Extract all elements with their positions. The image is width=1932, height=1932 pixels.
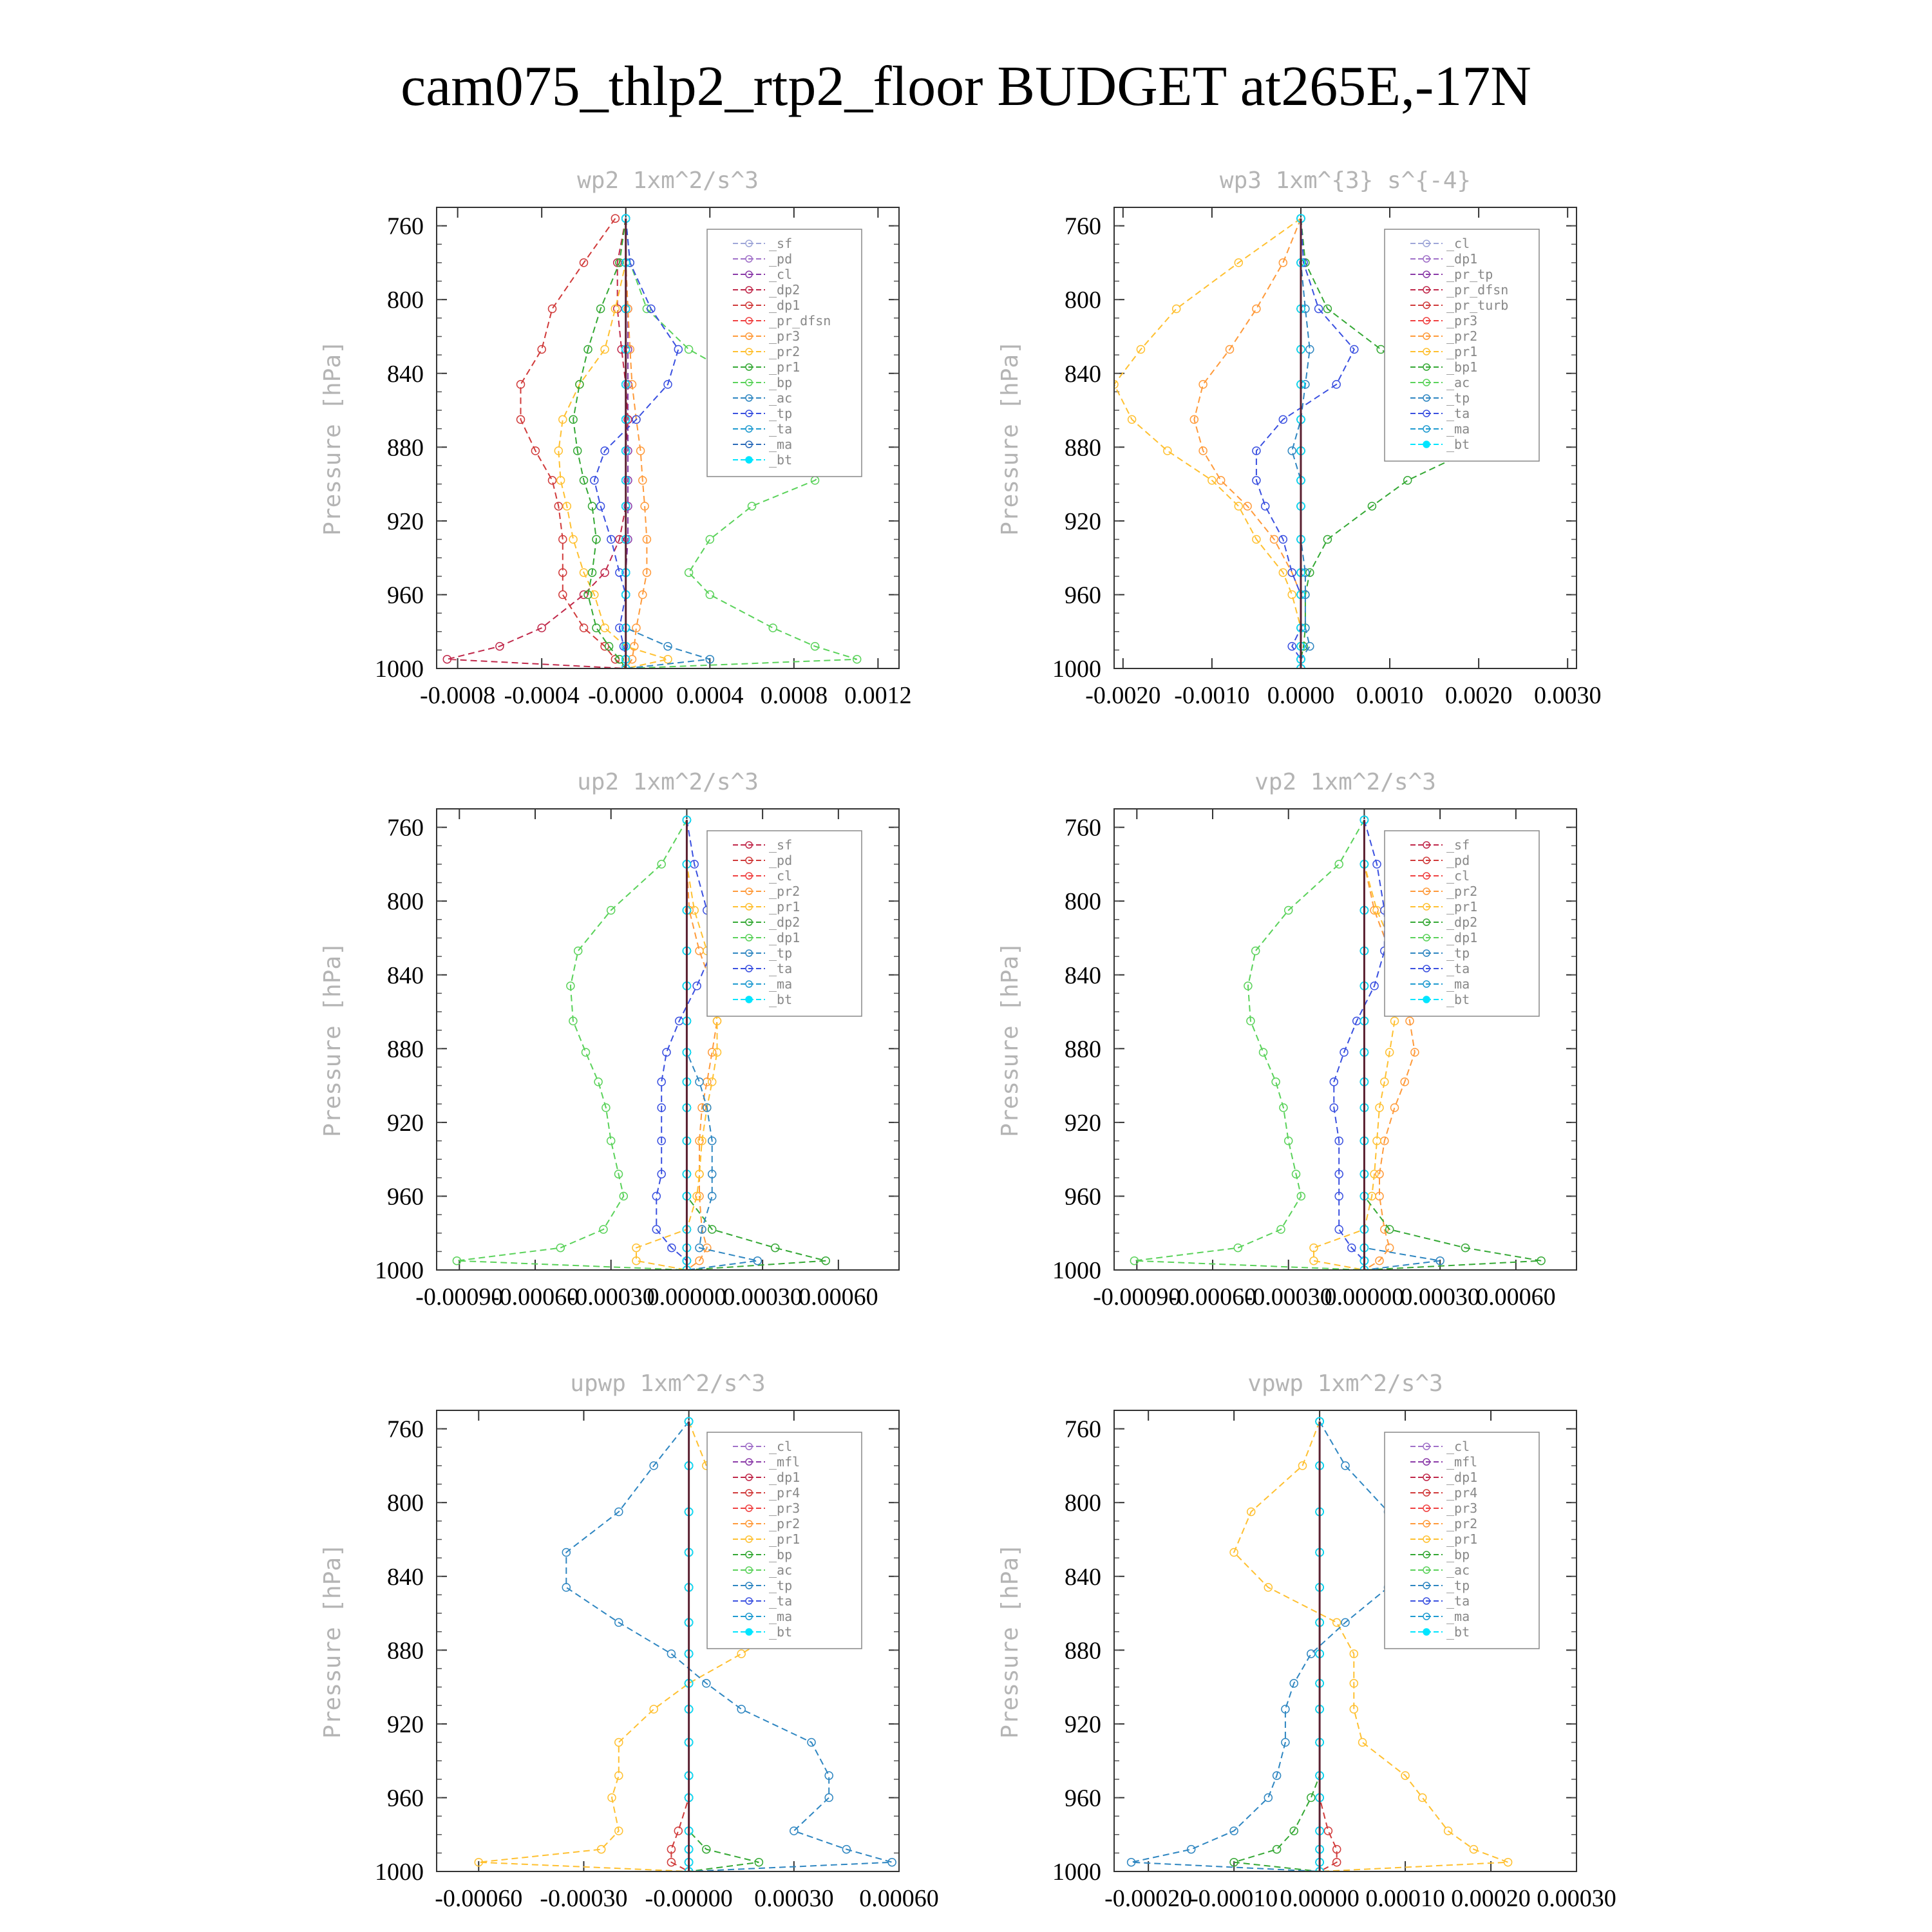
x-tick-label: -0.00090: [415, 1283, 504, 1311]
legend: [1385, 831, 1539, 1016]
x-tick-label: 0.00030: [723, 1283, 802, 1311]
y-tick-label: 840: [1065, 1563, 1101, 1591]
x-tick-label: 0.0008: [760, 682, 828, 709]
data-point: [737, 1705, 745, 1713]
x-tick-label: -0.0010: [1174, 682, 1250, 709]
legend-marker: [746, 996, 752, 1003]
data-point: [1199, 381, 1207, 388]
legend-label: _pd: [769, 251, 793, 267]
x-tick-label: 0.00010: [1365, 1885, 1445, 1912]
x-tick-label: 0.00000: [647, 1283, 727, 1311]
data-point: [888, 1859, 896, 1866]
legend-marker: [1423, 996, 1430, 1003]
legend-label: _tp: [769, 945, 793, 961]
data-point: [517, 381, 525, 388]
x-tick-label: -0.00030: [540, 1885, 628, 1912]
y-tick-label: 800: [1065, 1490, 1101, 1517]
y-tick-label: 800: [1065, 888, 1101, 916]
data-point: [582, 1048, 590, 1056]
y-tick-label: 880: [387, 1637, 424, 1665]
legend-label: _cl: [1446, 236, 1470, 251]
legend-label: _bt: [1446, 1624, 1470, 1640]
panel-title: upwp 1xm^2/s^3: [570, 1370, 766, 1397]
data-point: [1335, 860, 1343, 868]
data-point: [1307, 1650, 1315, 1658]
legend-label: _pr_tp: [1446, 267, 1493, 282]
panel-title: wp3 1xm^{3} s^{-4}: [1219, 167, 1472, 194]
legend-label: _cl: [1446, 1439, 1470, 1454]
legend-label: _ac: [1446, 1562, 1470, 1578]
series-line-ta: [656, 820, 712, 1270]
y-tick-label: 760: [1065, 814, 1101, 842]
legend-label: _tp: [1446, 945, 1470, 961]
y-axis-label: Pressure [hPa]: [997, 340, 1023, 536]
y-tick-label: 760: [1065, 213, 1101, 240]
legend-label: _mfl: [769, 1454, 800, 1470]
legend-label: _dp1: [1446, 1470, 1478, 1485]
data-point: [706, 591, 714, 598]
data-point: [1419, 1794, 1426, 1801]
y-axis-label: Pressure [hPa]: [319, 942, 346, 1137]
legend-label: _pr4: [769, 1485, 800, 1501]
data-point: [1324, 1827, 1332, 1835]
legend-label: _cl: [769, 868, 793, 884]
data-point: [674, 346, 682, 354]
panels: [319, 167, 1616, 1912]
x-tick-label: -0.00030: [1244, 1283, 1332, 1311]
legend-label: _sf: [1446, 837, 1470, 853]
data-point: [685, 569, 693, 576]
legend-label: _dp1: [769, 1470, 800, 1485]
x-tick-label: -0.00060: [435, 1885, 523, 1912]
data-point: [1288, 447, 1296, 455]
data-point: [696, 1078, 703, 1086]
x-tick-label: 0.00030: [1537, 1885, 1616, 1912]
legend-label: _pr2: [1446, 328, 1478, 344]
x-tick-label: 0.00030: [1400, 1283, 1480, 1311]
legend-label: _pr1: [769, 1531, 800, 1547]
x-tick-label: -0.0008: [420, 682, 496, 709]
y-tick-label: 760: [387, 814, 424, 842]
legend-label: _pr3: [1446, 1501, 1478, 1516]
legend-label: _pr_turb: [1446, 298, 1509, 313]
legend-label: _dp2: [769, 282, 800, 298]
series-line-dp1: [521, 218, 626, 668]
legend-label: _ta: [1446, 406, 1470, 421]
y-tick-label: 760: [1065, 1416, 1101, 1443]
chart-panel-1: [319, 167, 912, 709]
data-point: [650, 1705, 658, 1713]
panel-title: up2 1xm^2/s^3: [577, 769, 759, 795]
x-tick-label: -0.00060: [491, 1283, 580, 1311]
data-point: [1504, 1859, 1512, 1866]
y-tick-label: 800: [1065, 287, 1101, 314]
y-axis-label: Pressure [hPa]: [319, 340, 346, 536]
data-point: [1391, 1104, 1399, 1112]
series-line-tp: [1132, 1421, 1423, 1871]
y-axis-label: Pressure [hPa]: [997, 942, 1023, 1137]
y-tick-label: 960: [1065, 582, 1101, 609]
y-tick-label: 920: [387, 1710, 424, 1738]
legend-label: _pr2: [769, 344, 800, 359]
legend-label: _tp: [1446, 390, 1470, 406]
panel-title: vp2 1xm^2/s^3: [1255, 769, 1436, 795]
legend-label: _ac: [1446, 375, 1470, 390]
data-point: [443, 656, 451, 663]
y-tick-label: 960: [387, 1785, 424, 1812]
y-tick-label: 880: [387, 1036, 424, 1063]
x-tick-label: 0.0004: [676, 682, 744, 709]
series-line-dp2: [447, 218, 628, 668]
legend-label: _pr2: [769, 884, 800, 899]
legend: [1385, 229, 1539, 461]
data-point: [601, 569, 609, 576]
legend-label: _cl: [769, 267, 793, 282]
legend-marker: [746, 457, 752, 463]
series-line-pr1: [1114, 218, 1301, 668]
legend-label: _dp2: [1446, 914, 1478, 930]
legend-label: _ma: [769, 437, 793, 452]
legend-label: _pd: [1446, 853, 1470, 868]
x-tick-label: 0.00060: [1476, 1283, 1556, 1311]
legend-label: _dp1: [769, 930, 800, 945]
y-tick-label: 960: [1065, 1183, 1101, 1211]
y-tick-label: 1000: [1052, 1859, 1101, 1886]
series-line-tp: [594, 218, 679, 668]
legend-label: _dp1: [1446, 930, 1478, 945]
y-tick-label: 880: [1065, 1637, 1101, 1665]
data-point: [1279, 259, 1287, 267]
x-tick-label: 0.0020: [1444, 682, 1513, 709]
y-tick-label: 760: [387, 213, 424, 240]
chart-panel-6: [997, 1370, 1616, 1912]
legend-label: _ma: [1446, 421, 1470, 437]
y-tick-label: 880: [387, 434, 424, 462]
y-tick-label: 800: [387, 888, 424, 916]
legend-label: _dp1: [1446, 251, 1478, 267]
legend-label: _pr4: [1446, 1485, 1478, 1501]
data-point: [1173, 305, 1180, 313]
data-point: [737, 1650, 745, 1658]
data-point: [1235, 502, 1242, 510]
y-tick-label: 1000: [375, 656, 424, 683]
data-point: [685, 346, 693, 354]
data-point: [1252, 947, 1260, 955]
x-tick-label: 0.00020: [1451, 1885, 1531, 1912]
x-tick-label: -0.00020: [1104, 1885, 1193, 1912]
data-point: [1377, 346, 1385, 354]
data-point: [615, 1739, 623, 1747]
x-tick-label: -0.00030: [567, 1283, 655, 1311]
series-line-bp: [1234, 1421, 1320, 1871]
legend-label: _bt: [1446, 992, 1470, 1007]
data-point: [693, 982, 701, 990]
y-tick-label: 1000: [1052, 1257, 1101, 1284]
x-tick-label: 0.0000: [1267, 682, 1335, 709]
legend-label: _sf: [769, 236, 793, 251]
data-point: [696, 947, 703, 955]
x-tick-label: 0.00000: [1324, 1283, 1405, 1311]
legend-label: _pd: [769, 853, 793, 868]
data-point: [674, 1827, 682, 1835]
legend-label: _ta: [769, 961, 793, 976]
data-point: [1404, 477, 1412, 484]
data-point: [580, 624, 588, 632]
chart-panel-3: [319, 769, 899, 1311]
legend-label: _pr1: [1446, 1531, 1478, 1547]
data-point: [601, 346, 609, 354]
data-point: [1264, 1794, 1272, 1801]
y-tick-label: 840: [1065, 961, 1101, 989]
data-point: [1253, 305, 1260, 313]
x-tick-label: -0.00060: [1168, 1283, 1257, 1311]
series-line-pr2: [558, 218, 668, 668]
series-line-ta: [1334, 820, 1385, 1270]
x-tick-label: -0.0004: [504, 682, 580, 709]
x-tick-label: -0.00000: [645, 1885, 733, 1912]
legend-label: _dp2: [769, 914, 800, 930]
legend-label: _sf: [769, 837, 793, 853]
data-point: [1288, 591, 1296, 598]
legend-label: _bt: [769, 1624, 793, 1640]
legend-label: _ac: [769, 1562, 793, 1578]
y-axis-label: Pressure [hPa]: [319, 1543, 346, 1739]
y-tick-label: 960: [387, 1183, 424, 1211]
x-tick-label: 0.0010: [1356, 682, 1424, 709]
legend-marker: [1423, 1629, 1430, 1635]
legend-label: _tp: [769, 1578, 793, 1593]
data-point: [1335, 1226, 1343, 1233]
series-line-pr1: [573, 218, 626, 668]
data-point: [601, 624, 609, 632]
y-tick-label: 1000: [1052, 656, 1101, 683]
legend-label: _pr1: [769, 899, 800, 914]
data-point: [1386, 1244, 1394, 1252]
data-point: [549, 305, 556, 313]
data-point: [825, 1794, 833, 1801]
legend: [707, 229, 862, 477]
y-tick-label: 840: [387, 961, 424, 989]
y-tick-label: 760: [387, 1416, 424, 1443]
series-line-dp1: [457, 820, 687, 1270]
data-point: [769, 624, 777, 632]
y-tick-label: 800: [387, 1490, 424, 1517]
y-tick-label: 920: [387, 507, 424, 535]
legend-marker: [746, 1629, 752, 1635]
legend-label: _pr3: [769, 1501, 800, 1516]
y-tick-label: 840: [387, 360, 424, 388]
chart-panel-5: [319, 1370, 939, 1912]
legend-label: _pr1: [1446, 899, 1478, 914]
series-line-pr1: [636, 820, 717, 1270]
data-point: [667, 1650, 675, 1658]
x-tick-label: -0.00090: [1093, 1283, 1181, 1311]
data-point: [706, 536, 714, 544]
series-line-pr2: [1194, 218, 1301, 668]
x-tick-label: -0.0000: [588, 682, 664, 709]
legend-label: _bp: [769, 375, 793, 390]
legend-label: _bt: [769, 452, 793, 468]
legend: [707, 1432, 862, 1649]
legend-label: _pr1: [769, 359, 800, 375]
data-point: [574, 947, 582, 955]
legend-label: _ma: [769, 1609, 793, 1624]
legend-label: _ta: [769, 1593, 793, 1609]
y-tick-label: 920: [387, 1109, 424, 1137]
data-point: [748, 502, 756, 510]
chart-panel-4: [997, 769, 1577, 1311]
legend-label: _pr2: [1446, 884, 1478, 899]
y-tick-label: 960: [1065, 1785, 1101, 1812]
data-point: [1217, 477, 1225, 484]
legend-label: _bp: [1446, 1547, 1470, 1562]
series-line-dp1: [1134, 820, 1364, 1270]
y-tick-label: 800: [387, 287, 424, 314]
legend-label: _pr_dfsn: [769, 313, 831, 328]
legend-label: _tp: [1446, 1578, 1470, 1593]
legend-label: _bp: [769, 1547, 793, 1562]
legend-label: _mfl: [1446, 1454, 1478, 1470]
data-point: [538, 346, 545, 354]
y-tick-label: 880: [1065, 434, 1101, 462]
data-point: [1307, 1794, 1315, 1801]
x-tick-label: 0.00060: [799, 1283, 878, 1311]
legend: [707, 831, 862, 1016]
panel-title: vpwp 1xm^2/s^3: [1247, 1370, 1443, 1397]
series-line-pr4: [1320, 1421, 1337, 1871]
y-tick-label: 920: [1065, 1109, 1101, 1137]
series-line-pr3: [626, 218, 647, 668]
legend-label: _pr3: [1446, 313, 1478, 328]
x-tick-label: 0.00030: [754, 1885, 834, 1912]
data-point: [594, 1078, 602, 1086]
series-line-ac: [626, 218, 710, 668]
x-tick-label: 0.00060: [859, 1885, 939, 1912]
series-line-pr4: [671, 1421, 688, 1871]
data-point: [1333, 1618, 1341, 1626]
x-tick-label: 0.0030: [1533, 682, 1602, 709]
legend-label: _tp: [769, 406, 793, 421]
legend-label: _ta: [769, 421, 793, 437]
y-tick-label: 1000: [375, 1859, 424, 1886]
data-point: [658, 860, 665, 868]
x-tick-label: -0.0020: [1085, 682, 1161, 709]
legend-label: _ma: [1446, 1609, 1470, 1624]
y-tick-label: 840: [387, 1563, 424, 1591]
data-point: [1164, 447, 1171, 455]
legend-label: _pr3: [769, 328, 800, 344]
y-tick-label: 920: [1065, 1710, 1101, 1738]
data-point: [708, 1192, 716, 1200]
legend-label: _dp1: [769, 298, 800, 313]
x-tick-label: -0.00010: [1190, 1885, 1278, 1912]
legend-marker: [1423, 441, 1430, 448]
data-point: [592, 624, 600, 632]
legend-label: _bp1: [1446, 359, 1478, 375]
data-point: [1341, 1462, 1349, 1470]
data-point: [1272, 1078, 1280, 1086]
data-point: [562, 1584, 570, 1591]
x-tick-label: 0.00000: [1280, 1885, 1359, 1912]
data-point: [1260, 1048, 1267, 1056]
chart-panel-2: [997, 167, 1601, 709]
y-tick-label: 960: [387, 582, 424, 609]
figure-title: cam075_thlp2_rtp2_floor BUDGET at265E,-17N: [401, 55, 1531, 118]
legend-label: _ta: [1446, 961, 1470, 976]
y-tick-label: 1000: [375, 1257, 424, 1284]
y-tick-label: 880: [1065, 1036, 1101, 1063]
legend-label: _ac: [769, 390, 793, 406]
data-point: [1359, 1739, 1367, 1747]
legend-label: _cl: [769, 1439, 793, 1454]
data-point: [559, 591, 567, 598]
panel-title: wp2 1xm^2/s^3: [577, 167, 759, 194]
legend-label: _ta: [1446, 1593, 1470, 1609]
legend-label: _ma: [769, 976, 793, 992]
y-axis-label: Pressure [hPa]: [997, 1543, 1023, 1739]
legend-label: _pr1: [1446, 344, 1478, 359]
data-point: [790, 1827, 798, 1835]
x-tick-label: 0.0012: [844, 682, 912, 709]
legend-label: _pr2: [1446, 1516, 1478, 1531]
data-point: [1273, 1846, 1281, 1853]
y-tick-label: 920: [1065, 507, 1101, 535]
y-tick-label: 840: [1065, 360, 1101, 388]
legend-label: _ma: [1446, 976, 1470, 992]
legend: [1385, 1432, 1539, 1649]
legend-label: _cl: [1446, 868, 1470, 884]
data-point: [772, 1244, 779, 1252]
legend-label: _bt: [1446, 437, 1470, 452]
legend-label: _pr2: [769, 1516, 800, 1531]
legend-label: _pr_dfsn: [1446, 282, 1509, 298]
legend-label: _bt: [769, 992, 793, 1007]
data-point: [1262, 502, 1269, 510]
